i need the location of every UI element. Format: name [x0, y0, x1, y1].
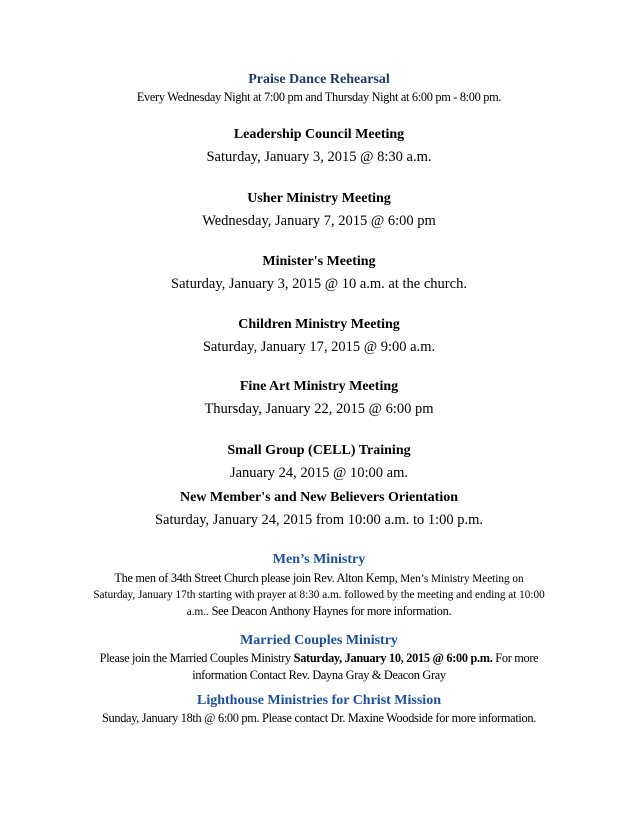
lighthouse-detail: Sunday, January 18th @ 6:00 pm. Please contact Dr. Maxine Woodside for more information.	[101, 711, 537, 725]
usher-ministry-detail: Wednesday, January 7, 2015 @ 6:00 pm	[202, 213, 436, 229]
mens-ministry-line-3-end: See Deacon Anthony Haynes for more information.	[211, 604, 452, 618]
children-ministry-detail: Saturday, January 17, 2015 @ 9:00 a.m.	[202, 339, 436, 355]
married-couples-line-1-start: Please join the Married Couples Ministry	[99, 651, 294, 665]
usher-ministry-section	[0, 190, 638, 231]
ministers-meeting-title: Minister's Meeting	[262, 254, 376, 269]
children-ministry-section	[0, 316, 638, 357]
new-members-title: New Member's and New Believers Orientation	[180, 490, 458, 505]
fine-art-ministry-section	[0, 378, 638, 419]
children-ministry-title: Children Ministry Meeting	[238, 317, 400, 332]
married-couples-line-2: information Contact Rev. Dayna Gray & Deacon Gray	[192, 668, 446, 682]
praise-dance-detail: Every Wednesday Night at 7:00 pm and Thursday Night at 6:00 pm - 8:00 pm.	[136, 90, 502, 104]
married-couples-section	[0, 632, 638, 684]
new-members-section	[0, 489, 638, 530]
fine-art-ministry-detail: Thursday, January 22, 2015 @ 6:00 pm	[204, 401, 434, 417]
new-members-detail: Saturday, January 24, 2015 from 10:00 a.m. to 1:00 p.m.	[154, 512, 484, 528]
leadership-council-detail: Saturday, January 3, 2015 @ 8:30 a.m.	[206, 149, 432, 165]
fine-art-ministry-title: Fine Art Ministry Meeting	[239, 379, 399, 394]
mens-ministry-title: Men’s Ministry	[272, 552, 366, 567]
small-group-section	[0, 442, 638, 483]
praise-dance-title: Praise Dance Rehearsal	[248, 72, 390, 87]
mens-ministry-line-2: Saturday, January 17th starting with prayer at 8:30 a.m. followed by the meeting and ending at 10:00	[93, 589, 545, 601]
small-group-detail: January 24, 2015 @ 10:00 am.	[229, 465, 409, 481]
mens-ministry-line-3	[0, 603, 638, 620]
lighthouse-section	[0, 692, 638, 727]
praise-dance-section	[0, 71, 638, 105]
small-group-title: Small Group (CELL) Training	[227, 443, 411, 458]
mens-ministry-section	[0, 551, 638, 620]
ministers-meeting-detail: Saturday, January 3, 2015 @ 10 a.m. at the church.	[171, 276, 467, 292]
usher-ministry-title: Usher Ministry Meeting	[247, 191, 391, 206]
ministers-meeting-section	[0, 253, 638, 294]
married-couples-date: Saturday, January 10, 2015 @ 6:00 p.m.	[293, 651, 493, 665]
married-couples-title: Married Couples Ministry	[240, 633, 398, 648]
mens-ministry-line-3-start: a.m..	[186, 606, 212, 618]
married-couples-line-1-end: For more	[492, 651, 539, 665]
leadership-council-title: Leadership Council Meeting	[233, 127, 405, 142]
married-couples-line-1	[0, 650, 638, 667]
lighthouse-title: Lighthouse Ministries for Christ Mission	[197, 693, 441, 708]
mens-ministry-line-1	[0, 570, 638, 587]
mens-ministry-meeting-text: Men’s Ministry Meeting on	[400, 573, 524, 585]
leadership-council-section	[0, 126, 638, 167]
mens-ministry-line-1-text: The men of 34th Street Church please join Rev. Alton Kemp,	[114, 571, 401, 585]
